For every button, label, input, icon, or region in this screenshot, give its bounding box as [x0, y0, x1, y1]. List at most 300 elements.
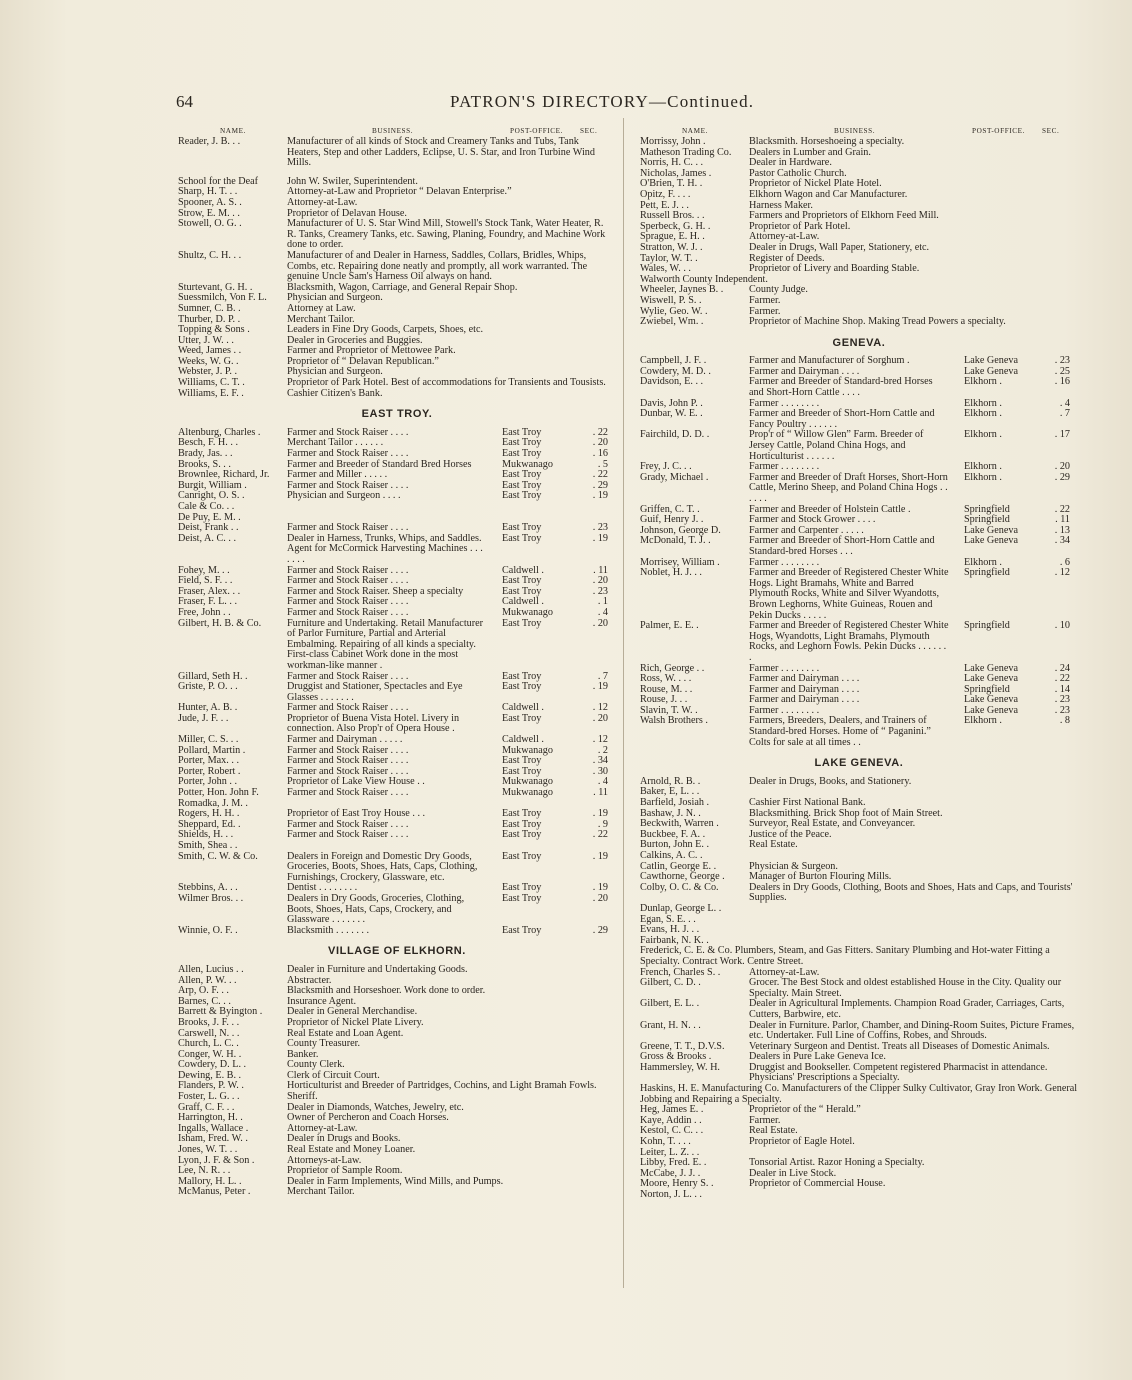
entry-name: Wilmer Bros. . . — [178, 892, 244, 904]
entry-name: Cowdery, D. L. . — [178, 1059, 247, 1071]
entry-name: Davidson, E. . . — [640, 376, 704, 388]
directory-entry — [178, 965, 616, 976]
entry-business: Attorney-at-Law and Proprietor “ Delavan Enterprise.” — [287, 186, 512, 198]
directory-entry — [640, 840, 1078, 851]
entry-business: Proprietor of “ Delavan Republican.” — [287, 355, 439, 367]
entry-name: Porter, John . . — [178, 776, 238, 788]
entry-business: Attorney-at-Law. — [749, 231, 820, 243]
entry-post-office: Springfield — [964, 567, 1010, 579]
entry-name: Slavin, T. W. . — [640, 704, 698, 716]
entry-business: Farmer . . . . . . . . — [749, 461, 820, 473]
entry-section: . 19 — [592, 490, 608, 502]
entry-business — [749, 904, 1075, 915]
entry-name: Miller, C. S. . . — [178, 734, 239, 746]
entry-text: Haskins, H. E. Manufacturing Co. Manufacturers of the Clipper Sulky Cultivator, Gray Iron Work. General Jobbing and Repairing a Specialty. — [640, 1083, 1078, 1105]
entry-business: Farmer and Breeder of Registered Chester White Hogs. Light Bramahs, White and Barred Plymouth Rocks, White and Silver Wyandotts, Brown Leghorns, White Guineas, Rouen and Pekin Ducks . . . . . — [749, 567, 949, 621]
directory-entry — [178, 1187, 616, 1198]
entry-section: . 11 — [593, 787, 608, 799]
entry-business: Farmer and Carpenter . . . . . — [749, 524, 864, 536]
entry-business: Farmer and Stock Raiser . . . . — [287, 787, 409, 799]
entry-name: Taylor, W. T. . — [640, 252, 698, 264]
entry-business: Horticulturist and Breeder of Partridges, Cochins, and Light Bramah Fowls. — [287, 1080, 597, 1092]
entry-business: Dealer in General Merchandise. — [287, 1006, 418, 1018]
entry-business: Leaders in Fine Dry Goods, Carpets, Shoes, etc. — [287, 324, 484, 336]
directory-entry — [640, 674, 1078, 685]
entry-business: Dealers in Dry Goods, Clothing, Boots and Shoes, Hats and Caps, and Tourists' Supplies. — [749, 881, 1073, 904]
entry-name: Allen, P. W. . . — [178, 974, 237, 986]
entry-section: . 29 — [592, 924, 608, 936]
entry-business: Dentist . . . . . . . . — [287, 882, 358, 894]
entry-name: Weed, James . . — [178, 345, 242, 357]
entry-name: Sharp, H. T. . . — [178, 186, 238, 198]
entry-business: Attorneys-at-Law. — [287, 1154, 362, 1166]
entry-section: . 12 — [592, 702, 608, 714]
entry-business: Proprietor of Park Hotel. — [749, 220, 851, 232]
directory-entry — [178, 502, 616, 513]
entry-business: Farmer and Stock Raiser . . . . — [287, 606, 409, 618]
entry-name: O'Brien, T. H. . — [640, 178, 703, 190]
entry-name: Griffen, C. T. . — [640, 503, 700, 515]
entry-business: Farmer and Stock Raiser . . . . — [287, 829, 409, 841]
entry-section: . 6 — [1059, 556, 1070, 568]
entry-name: Gross & Brooks . — [640, 1051, 712, 1063]
entry-business: Proprietor of East Troy House . . . — [287, 808, 426, 820]
entry-name: Smith, Shea . . — [178, 840, 238, 851]
entry-name: Walworth County Independent. — [640, 273, 768, 285]
entry-section: . 4 — [1059, 397, 1070, 409]
page-title: PATRON'S DIRECTORY—Continued. — [450, 92, 755, 111]
entry-post-office: Lake Geneva — [964, 524, 1019, 536]
entry-post-office: Elkhorn . — [964, 471, 1002, 483]
entry-business: Dealer in Furniture. Parlor, Chamber, and Dining-Room Suites, Picture Frames, etc. Undertaker. Full Line of Coffins, Robes, and Shrouds. — [749, 1019, 1075, 1042]
entry-section: . 11 — [593, 564, 608, 576]
directory-entry — [640, 148, 1078, 159]
entry-section: . 34 — [1054, 535, 1070, 547]
entry-name: Flanders, P. W. . — [178, 1080, 244, 1092]
entry-business: Proprietor of Nickel Plate Hotel. — [749, 178, 882, 190]
entry-post-office: Elkhorn . — [964, 461, 1002, 473]
entry-post-office: East Troy — [502, 755, 542, 767]
entry-name: Brooks, S. . . — [178, 458, 231, 470]
name-heading: NAME. — [682, 127, 708, 135]
entry-business: Proprietor of Lake View House . . — [287, 776, 425, 788]
entry-section: . 12 — [592, 734, 608, 746]
entry-section: . 20 — [592, 712, 608, 724]
entry-name: Zwiebel, Wm. . — [640, 316, 704, 328]
entry-name: Beckwith, Warren . — [640, 818, 719, 830]
entry-business: Physician and Surgeon. — [287, 366, 383, 378]
entry-name: Sheppard, Ed. . — [178, 818, 241, 830]
directory-entry — [640, 430, 1078, 462]
entry-business: Farmer . . . . . . . . — [749, 704, 820, 716]
entry-business: County Treasurer. — [287, 1038, 361, 1050]
entry-name: Fohey, M. . . — [178, 564, 230, 576]
entry-post-office: East Troy — [502, 712, 542, 724]
entry-business: Farmer and Stock Raiser . . . . — [287, 426, 409, 438]
entry-business: Attorney-at-Law. — [287, 1122, 358, 1134]
entry-business: Farmer and Stock Raiser . . . . — [287, 564, 409, 576]
entry-name: Besch, F. H. . . — [178, 437, 239, 449]
directory-entry — [640, 978, 1078, 999]
entry-business: Farmer and Breeder of Registered Chester White Hogs, Wyandotts, Light Bramahs, Plymouth Rocks, and Leghorn Fowls. Pekin Ducks . . . . . . . — [749, 620, 949, 663]
entry-business: Farmer and Breeder of Standard Bred Horses — [287, 458, 472, 470]
entry-name: Frey, J. C. . . — [640, 461, 692, 473]
entry-section: . 20 — [592, 437, 608, 449]
entry-section: . 22 — [1054, 503, 1070, 515]
entry-business: Farmer and Stock Raiser . . . . — [287, 755, 409, 767]
right-column — [640, 124, 1078, 1201]
entry-name: Brownlee, Richard, Jr. — [178, 469, 270, 481]
entry-name: Spooner, A. S. . — [178, 196, 242, 208]
directory-entry — [178, 714, 616, 735]
entry-post-office: East Troy — [502, 818, 542, 830]
entry-name: Leiter, L. Z. . . — [640, 1146, 700, 1158]
entry-name: Gilbert, E. L. . — [640, 998, 700, 1010]
entry-name: Gilbert, C. D. . — [640, 977, 701, 989]
entry-business: Proprietor of Commercial House. — [749, 1178, 886, 1190]
entry-business: Farmer and Manufacturer of Sorghum . — [749, 355, 910, 367]
entry-business: Farmer and Stock Raiser . . . . — [287, 596, 409, 608]
entry-section: . 23 — [1054, 355, 1070, 367]
entry-name: Davis, John P. . — [640, 397, 703, 409]
entry-name: Altenburg, Charles . — [178, 426, 261, 438]
directory-entry — [178, 1060, 616, 1071]
entry-section: . 29 — [592, 479, 608, 491]
entry-name: Suessmilch, Von F. L. — [178, 292, 267, 304]
directory-entry — [640, 137, 1078, 148]
directory-entry — [640, 1137, 1078, 1148]
entry-business: Real Estate and Money Loaner. — [287, 1144, 416, 1156]
entry-business: Druggist and Bookseller. Competent registered Pharmacist in attendance. Physicians' Prescriptions a Specialty. — [749, 1061, 1048, 1084]
entry-business: Attorney at Law. — [287, 302, 356, 314]
entry-name: Colby, O. C. & Co. — [640, 881, 719, 893]
entry-business: Farmer . . . . . . . . — [749, 397, 820, 409]
entry-post-office: East Troy — [502, 892, 542, 904]
directory-entry — [640, 285, 1078, 296]
entry-business: Farmer and Breeder of Draft Horses, Short-Horn Cattle, Merino Sheep, and Poland China Hogs . . . . . . — [749, 471, 948, 504]
entry-post-office: East Troy — [502, 829, 542, 841]
section-heading-lake-geneva: LAKE GENEVA. — [814, 757, 904, 770]
section-heading-elkhorn: VILLAGE OF ELKHORN. — [328, 945, 466, 958]
business-heading: BUSINESS. — [834, 127, 876, 135]
entry-name: Rouse, J. . . — [640, 694, 688, 706]
entry-business: Physician & Surgeon. — [749, 860, 838, 872]
entry-name: Arp, O. F. . . — [178, 985, 229, 997]
entry-business: Farmer and Dairyman . . . . — [749, 365, 860, 377]
entry-name: Norris, H. C. . . — [640, 157, 704, 169]
directory-entry — [640, 1179, 1078, 1190]
entry-name: Utter, J. W. . . — [178, 334, 234, 346]
entry-business: Banker. — [287, 1048, 319, 1060]
entry-name: French, Charles S. . — [640, 966, 721, 978]
business-heading: BUSINESS. — [372, 127, 414, 135]
delavan-entries — [178, 137, 616, 399]
entry-business: Justice of the Peace. — [749, 828, 832, 840]
entry-business: Proprietor of Sample Room. — [287, 1165, 403, 1177]
entry-business: Farmer and Stock Raiser . . . . — [287, 702, 409, 714]
entry-business: Proprietor of Park Hotel. Best of accommodations for Transients and Tousists. — [287, 377, 606, 389]
directory-entry — [640, 377, 1078, 398]
directory-entry — [178, 137, 616, 169]
entry-section: . 16 — [592, 448, 608, 460]
entry-name: Sperbeck, G. H. . — [640, 220, 711, 232]
entry-post-office: East Troy — [502, 850, 542, 862]
entry-business: Owner of Percheron and Coach Horses. — [287, 1112, 449, 1124]
entry-post-office: East Troy — [502, 617, 542, 629]
directory-entry — [640, 1021, 1078, 1042]
entry-name: Grady, Michael . — [640, 471, 709, 483]
sec-heading: SEC. — [580, 127, 598, 135]
east-troy-entries — [178, 428, 616, 937]
entry-business: Real Estate. — [749, 839, 798, 851]
entry-name: McDonald, T. J. . — [640, 535, 711, 547]
elkhorn-continued-entries — [640, 137, 1078, 328]
entry-business: Farmers and Proprietors of Elkhorn Feed Mill. — [749, 210, 939, 222]
entry-post-office: East Troy — [502, 670, 542, 682]
entry-business: Farmer and Stock Raiser . . . . — [287, 744, 409, 756]
entry-name: Campbell, J. F. . — [640, 355, 707, 367]
entry-name: Fairchild, D. D. . — [640, 429, 710, 441]
entry-post-office: Springfield — [964, 503, 1010, 515]
directory-entry — [640, 1116, 1078, 1127]
entry-post-office: Lake Geneva — [964, 535, 1019, 547]
entry-name: Porter, Max. . . — [178, 755, 239, 767]
entry-post-office: Lake Geneva — [964, 355, 1019, 367]
entry-post-office: Mukwanago — [502, 776, 553, 788]
entry-business: Manufacturer of and Dealer in Harness, Saddles, Collars, Bridles, Whips, Combs, etc. Repairing done neatly and promptly, all work warranted. The genuine Uncle Sam's Harness Oil always on hand. — [287, 249, 588, 283]
entry-section: . 1 — [597, 596, 608, 608]
entry-business: Dealer in Groceries and Buggies. — [287, 334, 423, 346]
section-heading-east-troy: EAST TROY. — [361, 408, 433, 421]
entry-post-office: Lake Geneva — [964, 662, 1019, 674]
entry-post-office: East Troy — [502, 437, 542, 449]
entry-section: . 17 — [1054, 429, 1070, 441]
section-heading-geneva: GENEVA. — [832, 336, 886, 349]
entry-name: Kestol, C. C. . . — [640, 1125, 704, 1137]
entry-name: Wheeler, Jaynes B. . — [640, 284, 724, 296]
entry-business — [287, 841, 613, 852]
entry-name: Allen, Lucius . . — [178, 963, 244, 975]
directory-entry — [640, 999, 1078, 1020]
directory-entry — [640, 819, 1078, 830]
directory-entry — [178, 293, 616, 304]
entry-business: Farmer and Stock Raiser . . . . — [287, 765, 409, 777]
entry-post-office: Mukwanago — [502, 787, 553, 799]
entry-name: Fraser, F. L. . . — [178, 596, 238, 608]
directory-entry — [640, 473, 1078, 505]
directory-entry — [640, 190, 1078, 201]
entry-post-office: East Troy — [502, 522, 542, 534]
entry-section: . 7 — [597, 670, 608, 682]
entry-business: Merchant Tailor . . . . . . — [287, 437, 384, 449]
entry-business: Proprietor of Nickel Plate Livery. — [287, 1016, 424, 1028]
entry-section: . 23 — [592, 522, 608, 534]
entry-post-office: East Troy — [502, 808, 542, 820]
entry-business: Blacksmith . . . . . . . — [287, 924, 370, 936]
directory-entry — [178, 251, 616, 283]
entry-name: School for the Deaf — [178, 175, 259, 187]
entry-name: Strow, E. M. . . — [178, 207, 240, 219]
entry-business: Merchant Tailor. — [287, 313, 355, 325]
entry-business: Manufacturer of all kinds of Stock and Creamery Tanks and Tubs, Tank Heaters, Step and other Ladders, Eclipse, U. S. Star, and Iron Turbine Wind Mills. — [287, 136, 595, 169]
entry-post-office: Lake Geneva — [964, 673, 1019, 685]
directory-entry — [178, 389, 616, 400]
entry-name: Buckbee, F. A. . — [640, 828, 706, 840]
entry-name: Stratton, W. J. . — [640, 241, 703, 253]
entry-business: Druggist and Stationer, Spectacles and Eye Glasses . . . . . . . — [287, 681, 463, 703]
entry-business: Blacksmith, Wagon, Carriage, and General Repair Shop. — [287, 281, 518, 293]
entry-section: . 20 — [592, 892, 608, 904]
entry-business: Farmer and Stock Raiser . . . . — [287, 479, 409, 491]
directory-entry — [178, 187, 616, 198]
entry-name: Gillard, Seth H. . — [178, 670, 248, 682]
column-divider — [623, 118, 624, 1288]
entry-post-office: East Troy — [502, 479, 542, 491]
directory-entry — [178, 491, 616, 502]
lake-geneva-entries — [640, 777, 1078, 1201]
entry-name: Kohn, T. . . . — [640, 1136, 691, 1148]
entry-business: Sheriff. — [287, 1091, 318, 1103]
entry-name: Webster, J. P. . — [178, 366, 238, 378]
entry-post-office: East Troy — [502, 575, 542, 587]
directory-entry — [640, 296, 1078, 307]
entry-name: Graff, C. F. . . — [178, 1101, 235, 1113]
entry-name: Morrissy, John . — [640, 136, 706, 147]
entry-name: Stebbins, A. . . — [178, 882, 238, 894]
directory-entry — [640, 1126, 1078, 1137]
entry-name: Greene, T. T., D.V.S. — [640, 1040, 725, 1052]
entry-name: Lee, N. R. . . — [178, 1165, 231, 1177]
entry-name: Pett, E. J. . . — [640, 199, 689, 211]
entry-business: Surveyor, Real Estate, and Conveyancer. — [749, 818, 916, 830]
elkhorn-entries — [178, 965, 616, 1198]
entry-name: Grant, H. N. . . — [640, 1019, 701, 1031]
entry-name: Dunlap, George L. . — [640, 902, 722, 914]
entry-name: Russell Bros. . . — [640, 210, 705, 222]
entry-business: Manufacturer of U. S. Star Wind Mill, Stowell's Stock Tank, Water Heater, R. R. Tanks, Creamery Tanks, etc. Sawing, Planing, Foundry, and Machine Work done to order. — [287, 218, 606, 251]
entry-business: Elkhorn Wagon and Car Manufacturer. — [749, 188, 908, 200]
entry-name: Wiswell, P. S. . — [640, 294, 702, 306]
entry-business: Dealers in Lumber and Grain. — [749, 146, 871, 158]
entry-name: Porter, Robert . — [178, 765, 241, 777]
entry-name: Heg, James E. . — [640, 1104, 704, 1116]
entry-name: Thurber, D. P. . — [178, 313, 241, 325]
entry-post-office: Springfield — [964, 683, 1010, 695]
sec-heading: SEC. — [1042, 127, 1060, 135]
entry-name: Walsh Brothers . — [640, 715, 708, 727]
directory-entry — [640, 621, 1078, 663]
entry-name: Ross, W. . . . — [640, 673, 692, 685]
entry-section: . 22 — [592, 829, 608, 841]
entry-business: Farmer . . . . . . . . — [749, 556, 820, 568]
entry-post-office: Mukwanago — [502, 458, 553, 470]
entry-post-office: East Troy — [502, 469, 542, 481]
entry-section: . 19 — [592, 532, 608, 544]
entry-text: Frederick, C. E. & Co. Plumbers, Steam, and Gas Fitters. Sanitary Plumbing and Hot-water Fitting a Specialty. Contract Work. Centre Street. — [640, 945, 1050, 967]
entry-business: Pastor Catholic Church. — [749, 167, 847, 179]
entry-name: Deist, Frank . . — [178, 522, 239, 534]
entry-business: Dealers in Foreign and Domestic Dry Goods, Groceries, Boots, Shoes, Hats, Caps, Clothing, Furnishings, Crockery, Glassware, etc. — [287, 850, 478, 883]
entry-name: Sumner, C. B. . — [178, 302, 241, 314]
entry-name: Brooks, J. F. . . — [178, 1016, 240, 1028]
directory-entry — [178, 1081, 616, 1092]
entry-name: Opitz, F. . . . — [640, 188, 691, 200]
entry-name: Hunter, A. B. . — [178, 702, 238, 714]
entry-name: Norton, J. L. . . — [640, 1189, 702, 1200]
entry-section: . 4 — [597, 776, 608, 788]
entry-business: Attorney-at-Law. — [287, 196, 358, 208]
directory-entry — [178, 219, 616, 251]
entry-post-office: Lake Geneva — [964, 694, 1019, 706]
entry-post-office: Elkhorn . — [964, 429, 1002, 441]
entry-business: Register of Deeds. — [749, 252, 825, 264]
entry-post-office: East Troy — [502, 585, 542, 597]
entry-section: . 20 — [592, 575, 608, 587]
entry-section: . 20 — [592, 617, 608, 629]
entry-section: . 22 — [1054, 673, 1070, 685]
entry-post-office: Elkhorn . — [964, 556, 1002, 568]
entry-name: Mallory, H. L. . — [178, 1175, 242, 1187]
entry-business: Dealer in Live Stock. — [749, 1167, 837, 1179]
entry-name: Baker, E, L. . . — [640, 786, 700, 798]
entry-business: Veterinary Surgeon and Dentist. Treats all Diseases of Domestic Animals. — [749, 1040, 1050, 1052]
entry-name: Johnson, George D. — [640, 524, 721, 536]
directory-entry — [178, 608, 616, 619]
entry-post-office: East Troy — [502, 681, 542, 693]
directory-entry — [640, 716, 1078, 748]
entry-name: Sprague, E. H. . — [640, 231, 705, 243]
entry-name: Barnes, C. . . — [178, 995, 231, 1007]
entry-section: . 34 — [592, 755, 608, 767]
entry-business: Clerk of Circuit Court. — [287, 1069, 380, 1081]
directory-entry — [640, 409, 1078, 430]
entry-name: Fairbank, N. K. . — [640, 934, 709, 946]
directory-entry — [640, 1084, 1078, 1105]
entry-business: Proprietor of Buena Vista Hotel. Livery in connection. Also Prop'r of Opera House . — [287, 712, 460, 735]
directory-entry — [640, 536, 1078, 557]
directory-entry — [178, 926, 616, 937]
entry-section: . 23 — [1054, 704, 1070, 716]
entry-business: Cashier Citizen's Bank. — [287, 387, 383, 399]
entry-business: Manager of Burton Flouring Mills. — [749, 871, 892, 883]
entry-business: Tonsorial Artist. Razor Honing a Specialty. — [749, 1157, 925, 1169]
entry-name: Romadka, J. M. . — [178, 797, 248, 809]
entry-business: Dealers in Pure Lake Geneva Ice. — [749, 1051, 886, 1063]
entry-business: Farmer and Stock Raiser . . . . — [287, 575, 409, 587]
entry-section: . 19 — [592, 850, 608, 862]
entry-business: Dealers in Dry Goods, Groceries, Clothing, Boots, Shoes, Hats, Caps, Crockery, and Glassware . . . . . . . — [287, 892, 465, 926]
entry-business — [749, 1190, 1075, 1201]
entry-business: Farmer and Stock Raiser. Sheep a specialty — [287, 585, 464, 597]
name-heading: NAME. — [220, 127, 246, 135]
entry-name: Dunbar, W. E. . — [640, 408, 703, 420]
entry-name: Cawthorne, George . — [640, 871, 725, 883]
entry-post-office: Caldwell . — [502, 702, 544, 714]
entry-section: . 19 — [592, 882, 608, 894]
directory-entry — [178, 841, 616, 852]
entry-business: County Judge. — [749, 284, 808, 296]
directory-entry — [178, 852, 616, 884]
entry-business: Furniture and Undertaking. Retail Manufacturer of Parlor Furniture, Partial and Arterial Embalming. Repairing of all kinds a specialty. First-class Cabinet Work done in the most workman-like manner . — [287, 617, 484, 671]
entry-business: Proprietor of Machine Shop. Making Tread Powers a specialty. — [749, 316, 1006, 328]
directory-entry — [640, 1190, 1078, 1201]
entry-name: Weeks, W. G. . — [178, 355, 239, 367]
entry-section: . 5 — [597, 458, 608, 470]
entry-business: Merchant Tailor. — [287, 1186, 355, 1198]
entry-name: Moore, Henry S. . — [640, 1178, 714, 1190]
entry-name: Lyon, J. F. & Son . — [178, 1154, 255, 1166]
directory-entry — [640, 1158, 1078, 1169]
